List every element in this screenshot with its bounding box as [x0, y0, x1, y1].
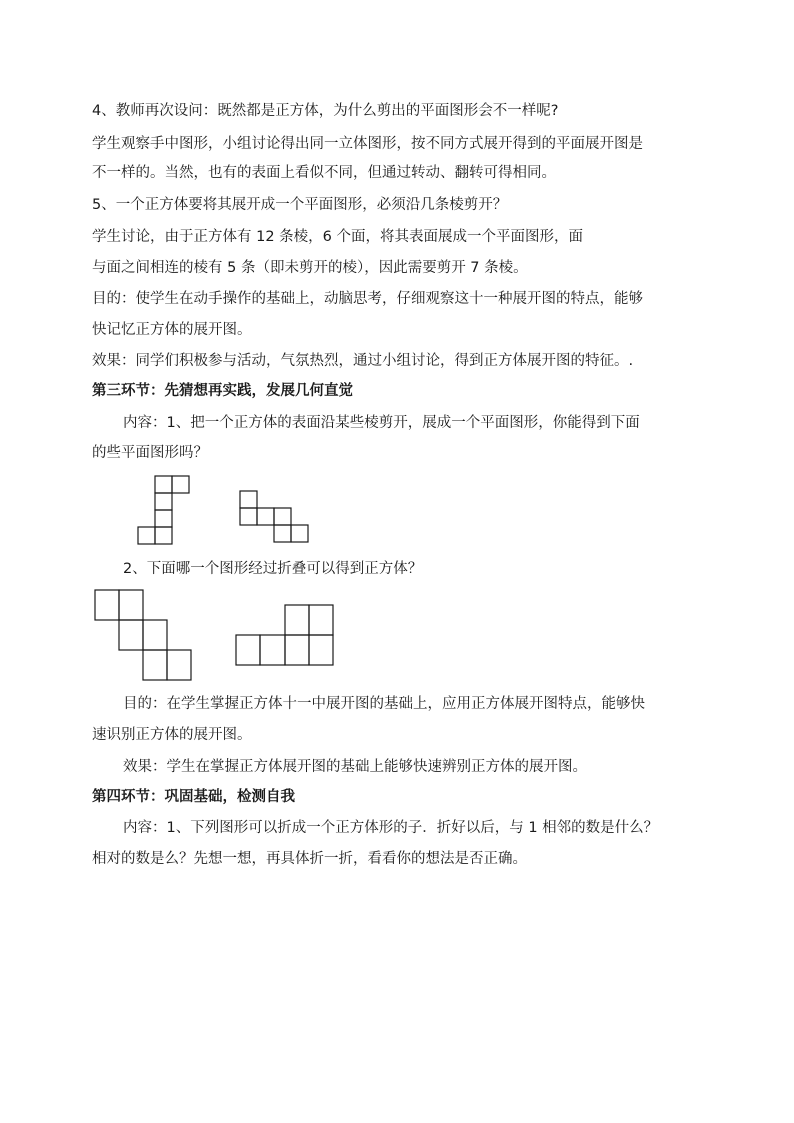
section-heading-3: 第三环节：先猜想再实践，发展几何直觉	[92, 383, 353, 399]
net-square	[119, 620, 143, 650]
net-square	[143, 650, 167, 680]
net-square	[260, 635, 285, 665]
net-square	[95, 590, 119, 620]
net-square	[143, 620, 167, 650]
text-line-7: 目的：使学生在动手操作的基础上，动脑思考，仔细观察这十一种展开图的特点，能够	[92, 291, 643, 307]
net-square	[309, 605, 333, 635]
net-square	[285, 605, 309, 635]
text-line-6: 与面之间相连的棱有 5 条（即未剪开的棱），因此需要剪开 7 条棱。	[92, 260, 528, 276]
text-line-19: 相对的数是么？先想一想，再具体折一折，看看你的想法是否正确。	[92, 851, 527, 867]
net-square	[236, 635, 260, 665]
net-square	[119, 590, 143, 620]
section-heading-4: 第四环节：巩固基础，检测自我	[92, 789, 295, 805]
text-line-4: 5、一个正方体要将其展开成一个平面图形，必须沿几条棱剪开？	[92, 197, 508, 213]
text-line-16: 效果：学生在掌握正方体展开图的基础上能够快速辨别正方体的展开图。	[123, 759, 587, 775]
text-line-14: 目的：在学生掌握正方体十一中展开图的基础上，应用正方体展开图特点，能够快	[123, 696, 645, 712]
text-line-1: 4、教师再次设问：既然都是正方体，为什么剪出的平面图形会不一样呢?	[92, 103, 559, 119]
net-square	[285, 635, 309, 665]
text-line-13: 2、下面哪一个图形经过折叠可以得到正方体？	[123, 561, 423, 577]
text-line-18: 内容：1、下列图形可以折成一个正方体形的子．折好以后，与 1 相邻的数是什么？	[123, 820, 659, 836]
text-line-3: 不一样的。当然，也有的表面上看似不同，但通过转动、翻转可得相同。	[92, 165, 556, 181]
net-square	[167, 650, 191, 680]
net-square	[309, 635, 333, 665]
text-line-8: 快记忆正方体的展开图。	[92, 322, 252, 338]
text-line-12: 的些平面图形吗？	[92, 445, 208, 461]
text-line-5: 学生讨论，由于正方体有 12 条棱，6 个面，将其表面展成一个平面图形，面	[92, 229, 584, 245]
text-line-15: 速识别正方体的展开图。	[92, 727, 252, 743]
text-line-11: 内容：1、把一个正方体的表面沿某些棱剪开，展成一个平面图形，你能得到下面	[123, 415, 640, 431]
text-line-2: 学生观察手中图形，小组讨论得出同一立体图形，按不同方式展开得到的平面展开图是	[92, 136, 643, 152]
text-line-9: 效果：同学们积极参与活动，气氛热烈，通过小组讨论，得到正方体展开图的特征。.	[92, 353, 634, 369]
